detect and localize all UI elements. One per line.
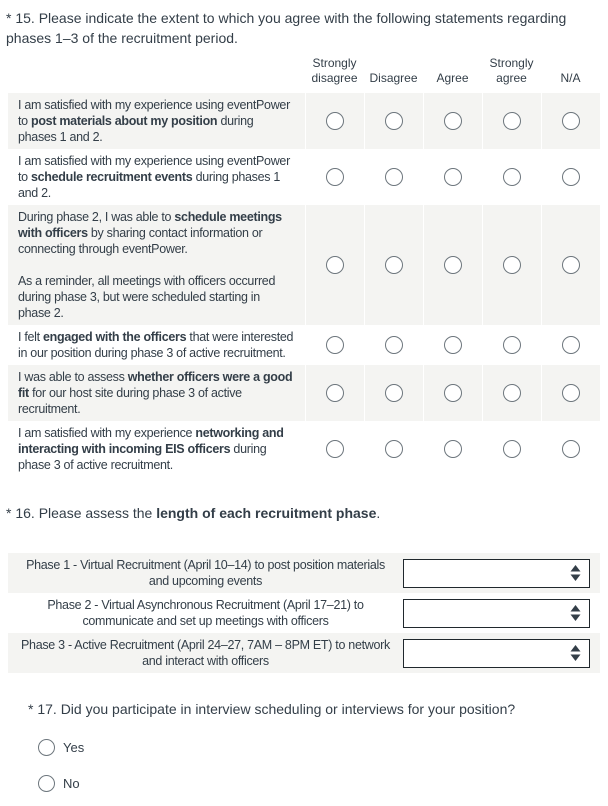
matrix-cell-r4-strongly-disagree	[305, 325, 364, 365]
radio-q15-r5-agree[interactable]	[444, 384, 462, 402]
radio-q15-r2-strongly-agree[interactable]	[503, 168, 521, 186]
q16-phase-table	[8, 553, 600, 673]
matrix-cell-r3-na	[541, 205, 600, 325]
matrix-cell-r3-disagree	[364, 205, 423, 325]
matrix-row-2-statement: I am satisfied with my experience using eventPower to schedule recruitment events during phases 1 and 2.	[18, 154, 290, 200]
radio-option-yes[interactable]	[38, 739, 600, 756]
matrix-row-3-statement: During phase 2, I was able to schedule meetings with officers by sharing contact information or connecting through eventPower. As a reminder, all meetings with officers occurred during phase 3, but were scheduled starting in phase 2.	[18, 210, 282, 320]
radio-q15-r4-strongly-disagree[interactable]	[326, 336, 344, 354]
matrix-column-header-strongly-agree: Strongly agree	[489, 56, 534, 85]
q17-options	[38, 739, 600, 792]
matrix-row-4-statement: I felt engaged with the officers that were interested in our position during phase 3 of active recruitment.	[18, 330, 294, 360]
matrix-cell-r6-na	[541, 421, 600, 477]
matrix-row-6-statement: I am satisfied with my experience networking and interacting with incoming EIS officers during phase 3 of active recruitment.	[18, 426, 284, 472]
survey-page	[0, 8, 608, 806]
radio-q15-r6-na[interactable]	[562, 440, 580, 458]
matrix-row-1	[8, 93, 600, 149]
radio-q15-r1-na[interactable]	[562, 112, 580, 130]
phase-row-2	[8, 593, 600, 633]
radio-q15-r3-strongly-agree[interactable]	[503, 256, 521, 274]
matrix-cell-r5-disagree	[364, 365, 423, 421]
radio-q15-r1-strongly-agree[interactable]	[503, 112, 521, 130]
matrix-row-1-statement: I am satisfied with my experience using eventPower to post materials about my position during phases 1 and 2.	[18, 98, 290, 144]
radio-q15-r2-agree[interactable]	[444, 168, 462, 186]
matrix-column-header-na: N/A	[560, 71, 581, 85]
matrix-cell-r4-disagree	[364, 325, 423, 365]
matrix-cell-r2-strongly-disagree	[305, 149, 364, 205]
radio-q17-no[interactable]	[38, 775, 55, 792]
matrix-body	[8, 93, 600, 477]
question-16	[0, 503, 608, 673]
matrix-cell-r1-strongly-disagree	[305, 93, 364, 149]
radio-q15-r1-disagree[interactable]	[385, 112, 403, 130]
matrix-cell-r3-agree	[423, 205, 482, 325]
matrix-cell-r5-na	[541, 365, 600, 421]
matrix-row-4	[8, 325, 600, 365]
matrix-cell-r6-strongly-disagree	[305, 421, 364, 477]
radio-q15-r4-na[interactable]	[562, 336, 580, 354]
matrix-cell-r4-na	[541, 325, 600, 365]
matrix-cell-r3-strongly-agree	[482, 205, 541, 325]
phase-length-select-2[interactable]	[403, 599, 590, 628]
radio-q15-r5-na[interactable]	[562, 384, 580, 402]
radio-q15-r6-disagree[interactable]	[385, 440, 403, 458]
matrix-cell-r1-strongly-agree	[482, 93, 541, 149]
phase-label-3: Phase 3 - Active Recruitment (April 24–27, 7AM – 8PM ET) to network and interact with officers	[21, 638, 390, 668]
matrix-cell-r1-disagree	[364, 93, 423, 149]
matrix-row-5-statement: I was able to assess whether officers were a good fit for our host site during phase 3 of active recruitment.	[18, 370, 293, 416]
matrix-row-2	[8, 149, 600, 205]
question-17-title: * 17. Did you participate in interview scheduling or interviews for your position?	[28, 701, 516, 717]
radio-q15-r3-disagree[interactable]	[385, 256, 403, 274]
phase-row-1	[8, 553, 600, 593]
radio-option-label-no[interactable]: No	[63, 776, 80, 791]
radio-q15-r1-strongly-disagree[interactable]	[326, 112, 344, 130]
matrix-cell-r1-agree	[423, 93, 482, 149]
radio-q15-r3-agree[interactable]	[444, 256, 462, 274]
radio-q15-r6-strongly-disagree[interactable]	[326, 440, 344, 458]
matrix-cell-r2-na	[541, 149, 600, 205]
radio-q15-r5-disagree[interactable]	[385, 384, 403, 402]
q15-matrix	[8, 56, 600, 477]
phase-control-1	[403, 553, 600, 593]
phase-label-2: Phase 2 - Virtual Asynchronous Recruitment (April 17–21) to communicate and set up meetings with officers	[47, 598, 364, 628]
matrix-cell-r2-disagree	[364, 149, 423, 205]
phase-length-select-3[interactable]	[403, 639, 590, 668]
matrix-cell-r3-strongly-disagree	[305, 205, 364, 325]
radio-q15-r5-strongly-disagree[interactable]	[326, 384, 344, 402]
radio-q15-r3-na[interactable]	[562, 256, 580, 274]
matrix-cell-r5-agree	[423, 365, 482, 421]
radio-option-label-yes[interactable]: Yes	[63, 740, 85, 755]
phase-control-2	[403, 593, 600, 633]
radio-q17-yes[interactable]	[38, 739, 55, 756]
question-16-title: * 16. Please assess the length of each recruitment phase.	[6, 505, 381, 521]
phase-select-wrap-2	[403, 599, 590, 628]
phase-label-1: Phase 1 - Virtual Recruitment (April 10–14) to post position materials and upcoming events	[26, 558, 385, 588]
phase-control-3	[403, 633, 600, 673]
matrix-row-6	[8, 421, 600, 477]
matrix-header-row	[8, 56, 600, 93]
question-17	[0, 699, 608, 792]
phase-length-select-1[interactable]	[403, 559, 590, 588]
matrix-column-header-disagree: Disagree	[369, 71, 418, 85]
radio-q15-r2-na[interactable]	[562, 168, 580, 186]
radio-q15-r6-agree[interactable]	[444, 440, 462, 458]
radio-q15-r2-disagree[interactable]	[385, 168, 403, 186]
radio-q15-r5-strongly-agree[interactable]	[503, 384, 521, 402]
matrix-row-3	[8, 205, 600, 325]
radio-q15-r2-strongly-disagree[interactable]	[326, 168, 344, 186]
question-15	[0, 8, 608, 477]
radio-q15-r4-disagree[interactable]	[385, 336, 403, 354]
radio-q15-r4-agree[interactable]	[444, 336, 462, 354]
matrix-cell-r4-strongly-agree	[482, 325, 541, 365]
radio-q15-r3-strongly-disagree[interactable]	[326, 256, 344, 274]
matrix-cell-r4-agree	[423, 325, 482, 365]
matrix-row-5	[8, 365, 600, 421]
matrix-cell-r1-na	[541, 93, 600, 149]
matrix-cell-r6-disagree	[364, 421, 423, 477]
matrix-cell-r5-strongly-agree	[482, 365, 541, 421]
matrix-column-header-agree: Agree	[436, 71, 469, 85]
question-15-title: * 15. Please indicate the extent to which you agree with the following statements regarding phases 1–3 of the recruitment period.	[6, 10, 567, 46]
radio-option-no[interactable]	[38, 775, 600, 792]
phase-row-3	[8, 633, 600, 673]
radio-q15-r6-strongly-agree[interactable]	[503, 440, 521, 458]
matrix-column-header-strongly-disagree: Strongly disagree	[311, 56, 358, 85]
phase-select-wrap-1	[403, 559, 590, 588]
matrix-cell-r6-agree	[423, 421, 482, 477]
matrix-cell-r5-strongly-disagree	[305, 365, 364, 421]
phase-select-wrap-3	[403, 639, 590, 668]
matrix-cell-r6-strongly-agree	[482, 421, 541, 477]
matrix-cell-r2-strongly-agree	[482, 149, 541, 205]
matrix-cell-r2-agree	[423, 149, 482, 205]
radio-q15-r1-agree[interactable]	[444, 112, 462, 130]
radio-q15-r4-strongly-agree[interactable]	[503, 336, 521, 354]
